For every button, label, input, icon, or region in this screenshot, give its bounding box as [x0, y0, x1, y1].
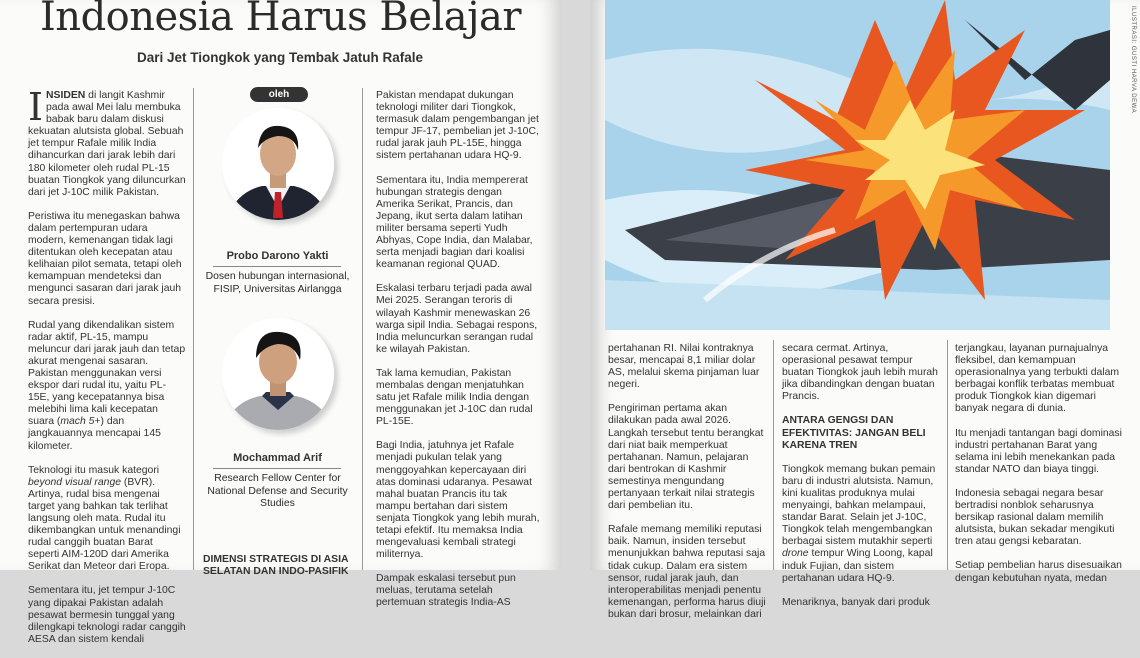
- paragraph: pertahanan RI. Nilai kontraknya besar, mencapai 8,1 miliar dolar AS, melalui skema pinjaman luar negeri.: [608, 343, 760, 391]
- paragraph: INSIDEN di langit Kashmir pada awal Mei lalu membuka babak baru dalam diskusi kekuatan alutsista global. Sebuah jet tempur Rafale milik India dihancurkan dari jarak lebih dari 180 kilometer oleh rudal PL-15 buatan Tiongkok yang diluncurkan dari jet J-10C milik Pakistan.: [28, 85, 186, 198]
- left-page: [0, 0, 562, 645]
- paragraph: Tiongkok memang bukan pemain baru di industri alutsista. Namun, kini kualitas produknya mulai menyaingi, bahkan melampaui, standar Barat. Selain jet J-10C, Tiongkok telah mengembangkan berbagai sistem mutakhir seperti drone tempur Wing Loong, kapal induk Fujian, dan sistem pertahanan udara HQ-9.: [782, 463, 936, 584]
- column-divider: [947, 340, 948, 570]
- illustration-credit: ILUSTRASI: GUSTI HARVA DEWA: [1130, 6, 1136, 114]
- jet-explosion-illustration: [605, 0, 1110, 330]
- drop-cap: I: [28, 85, 44, 129]
- paragraph: Teknologi itu masuk kategori beyond visual range (BVR). Artinya, rudal bisa mengenai target yang bahkan tak terlihat langsung oleh mata. Rudal itu dikembangkan untuk menandingi rudal canggih buatan Barat seperti AIM-120D dari Amerika Serikat dan Meteor dari Eropa.: [28, 464, 181, 573]
- column-5: [782, 343, 942, 621]
- paragraph: Tak lama kemudian, Pakistan membalas dengan menjatuhkan satu jet Rafale milik India dengan menggunakan jet J-10C dan rudal PL-15E.: [376, 367, 533, 428]
- paragraph: Sementara itu, India mempererat hubungan strategis dengan Amerika Serikat, Prancis, dan Jepang, ikut serta dalam latihan militer bersama seperti Yudh Abhyas, Cope India, dan Malabar, serta menjadi bagian dari koalisi keamanan regional QUAD.: [376, 174, 533, 271]
- column-divider: [773, 340, 774, 570]
- article-title: Indonesia Harus Belajar: [40, 0, 521, 40]
- author-name: Mochammad Arif: [233, 452, 322, 464]
- paragraph: Pakistan mendapat dukungan teknologi militer dari Tiongkok, termasuk dalam pengembangan jet tempur JF-17, pembelian jet J-10C, rudal jarak jauh PL-15E, hingga sistem pertahanan udara HQ-9.: [376, 90, 539, 162]
- paragraph: Pengiriman pertama akan dilakukan pada awal 2026. Langkah tersebut tentu berangkat dari niat baik memperkuat pertahanan. Namun, pelajaran dari bentrokan di Kashmir semestinya mengundang pertanyaan terkait nilai strategis dari pembelian itu.: [608, 403, 764, 512]
- paragraph: Indonesia sebagai negara besar bertradisi nonblok seharusnya bersikap rasional dalam memilih alutsista, bukan sekadar mengikuti tren atau gengsi kebaratan.: [955, 487, 1115, 548]
- divider: [213, 468, 341, 469]
- author-photo-2: [222, 318, 334, 430]
- paragraph: Setiap pembelian harus disesuaikan dengan kebutuhan nyata, medan: [955, 560, 1122, 584]
- paragraph: secara cermat. Artinya, operasional pesawat tempur buatan Tiongkok jauh lebih murah jika dibandingkan dengan buatan Prancis.: [782, 343, 938, 403]
- paragraph: Rudal yang dikendalikan sistem radar aktif, PL-15, mampu meluncur dari jarak jauh dan tetap akurat mengenai sasaran. Pakistan menggunakan versi ekspor dari rudal itu, yaitu PL-15E, yang kecepatannya bisa melebihi lima kali kecepatan suara (mach 5+) dan jangkauannya mencapai 145 kilometer.: [28, 319, 186, 452]
- column-1: [28, 85, 186, 658]
- author-role: Research Fellow Center for National Defense and Security Studies: [207, 473, 348, 509]
- paragraph: Menariknya, banyak dari produk: [782, 596, 930, 608]
- author-photo-1: [222, 108, 334, 220]
- section-heading: DIMENSI STRATEGIS DI ASIA SELATAN DAN INDO-PASIFIK: [203, 554, 349, 578]
- paragraph: Bagi India, jatuhnya jet Rafale menjadi pukulan telak yang menggoyahkan kepercayaan diri atas dominasi udaranya. Pesawat mahal buatan Prancis itu tak mampu bertahan dari sistem senjata Tiongkok yang lebih murah, tetapi efektif. Itu memaksa India mengevaluasi kembali strategi militernya.: [376, 440, 540, 561]
- paragraph: terjangkau, layanan purnajualnya fleksibel, dan kemampuan operasionalnya yang terbukti dalam berbagai konflik terbatas membuat produk Tiongkok kian digemari banyak negara di dunia.: [955, 343, 1120, 415]
- paragraph: Peristiwa itu menegaskan bahwa dalam pertempuran udara modern, kemenangan tidak lagi ditentukan oleh kecepatan atau kelihaian pilot semata, tetapi oleh kemampuan mendeteksi dan mengunci sasaran dari jarak jauh secara presisi.: [28, 210, 182, 307]
- paragraph: Eskalasi terbaru terjadi pada awal Mei 2025. Serangan teroris di wilayah Kashmir menewaskan 26 warga sipil India. Sebagai respons, India meluncurkan serangan rudal ke wilayah Pakistan.: [376, 283, 538, 355]
- column-4: [608, 343, 768, 633]
- section-heading: ANTARA GENGSI DAN EFEKTIVITAS: JANGAN BELI KARENA TREN: [782, 415, 926, 451]
- paragraph: Itu menjadi tantangan bagi dominasi industri pertahanan Barat yang selama ini lebih menekankan pada standar NATO dan biaya tinggi.: [955, 427, 1122, 475]
- byline-badge: oleh: [250, 87, 308, 102]
- author-role: Dosen hubungan internasional, FISIP, Universitas Airlangga: [205, 271, 350, 295]
- paragraph: Dampak eskalasi tersebut pun meluas, terutama setelah pertemuan strategis India-AS: [376, 573, 516, 609]
- column-divider: [193, 88, 194, 570]
- paragraph: Rafale memang memiliki reputasi baik. Namun, insiden tersebut menunjukkan bahwa reputasi saja tidak cukup. Dalam era sistem sensor, rudal jarak jauh, dan interoperabilitas menjadi penentu kemenangan, performa harus diuji bukan dari brosur, melainkan dari: [608, 524, 766, 620]
- divider: [213, 266, 341, 267]
- column-6: [955, 343, 1125, 597]
- column-divider: [362, 88, 363, 570]
- paragraph: Sementara itu, jet tempur J-10C yang dipakai Pakistan adalah pesawat bermesin tunggal yang dilengkapi teknologi radar canggih AESA dan sistem kendali: [28, 585, 186, 645]
- author-name: Probo Darono Yakti: [226, 250, 329, 262]
- right-page: [590, 0, 1140, 620]
- article-subtitle: Dari Jet Tiongkok yang Tembak Jatuh Rafale: [136, 50, 424, 65]
- column-3: [376, 90, 541, 622]
